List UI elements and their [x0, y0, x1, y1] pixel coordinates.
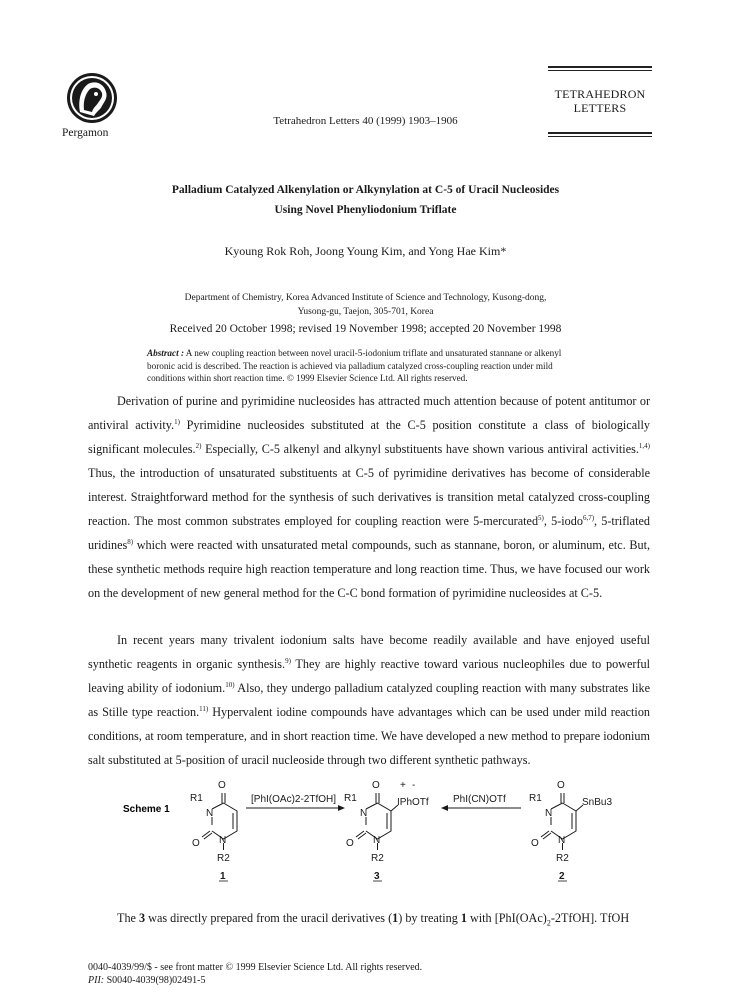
brand-rule-top — [548, 66, 652, 68]
abstract — [147, 347, 587, 385]
scheme-label: Scheme 1 — [123, 804, 170, 815]
citation-ref: 9) — [285, 657, 291, 665]
article-title — [0, 180, 731, 220]
nitrogen-label: N — [206, 808, 214, 819]
p2-text-a: In recent years many trivalent iodonium salts have become readily available and have enjoyed useful synthetic reagents in organic synthesis. — [88, 633, 650, 671]
p3-text-e: -2TfOH]. TfOH — [550, 911, 630, 925]
oxygen-label: O — [372, 780, 380, 791]
r1-label: R1 — [344, 793, 357, 804]
nitrogen-label: N — [219, 835, 227, 846]
p3-text-d: with [PhI(OAc) — [466, 911, 547, 925]
r1-label: R1 — [529, 793, 542, 804]
compound-ref: 1 — [460, 911, 467, 925]
journal-brand — [548, 66, 652, 137]
p2-text-c: Also, they undergo palladium catalyzed coupling reaction with many substrates like as Stille type reaction. — [88, 681, 650, 719]
nitrogen-label: N — [545, 808, 553, 819]
publisher-name: Pergamon — [62, 127, 109, 139]
plus-charge: + — [400, 780, 406, 791]
r2-label: R2 — [217, 853, 230, 864]
compound-2-number: 2 — [559, 871, 565, 882]
brand-line-1: TETRAHEDRON — [554, 87, 646, 102]
citation-ref: 2) — [195, 442, 202, 450]
oxygen-label: O — [557, 780, 565, 791]
nitrogen-label: N — [558, 835, 566, 846]
citation-ref: 8) — [127, 538, 134, 546]
affiliation-line-2: Yusong-gu, Taejon, 305-701, Korea — [297, 307, 434, 317]
received-dates: Received 20 October 1998; revised 19 November 1998; accepted 20 November 1998 — [169, 323, 562, 335]
citation-ref: 1,4) — [638, 442, 650, 450]
r1-label: R1 — [190, 793, 203, 804]
journal-reference: Tetrahedron Letters 40 (1999) 1903–1906 — [273, 115, 458, 127]
p1-text-c: Especially, C-5 alkenyl and alkynyl substituents have shown various antiviral activities. — [201, 442, 639, 456]
p1-text-a: Derivation of purine and pyrimidine nucleosides has attracted much attention because of potent antitumor or antiviral activity. — [88, 394, 650, 432]
r2-label: R2 — [556, 853, 569, 864]
nitrogen-label: N — [360, 808, 368, 819]
p2-text-b: They are highly reactive toward various nucleophiles due to powerful leaving ability of iodonium. — [88, 657, 650, 695]
copyright-line: 0040-4039/99/$ - see front matter © 1999 Elsevier Science Ltd. All rights reserved. — [88, 962, 423, 973]
p3-text-a: The — [117, 911, 139, 925]
p2-text-d: Hypervalent iodine compounds have advantages which can be used under mild reaction conditions, at room temperature, and in short reaction time. We have developed a new method to prepare iodonium salt substituted at 5-position of uracil nucleoside through two different synthetic pathways. — [88, 705, 651, 767]
stannane-label: SnBu3 — [582, 797, 613, 808]
oxygen-label: O — [192, 838, 200, 849]
p1-text-f: , 5-triflated uridines — [88, 514, 650, 552]
p1-text-e: , 5-iodo — [543, 514, 583, 528]
footer — [88, 961, 422, 987]
subscript: 2 — [546, 918, 551, 928]
p3-text-b: was directly prepared from the uracil derivatives ( — [145, 911, 393, 925]
compound-1-number: 1 — [220, 871, 226, 882]
p1-text-b: Pyrimidine nucleosides substituted at the C-5 position constitute a class of biologically significant molecules. — [88, 418, 650, 456]
compound-3-number: 3 — [374, 871, 380, 882]
title-line-2: Using Novel Phenyliodonium Triflate — [274, 204, 457, 216]
abstract-text: A new coupling reaction between novel uracil-5-iodonium triflate and unsaturated stannane or alkenyl boronic acid is described. The reaction is achieved via palladium catalyzed cross-coupling reaction under mild conditions within short reaction time. © 1999 Elsevier Science Ltd. All rights reserved. — [147, 348, 562, 383]
citation-ref: 11) — [199, 705, 209, 713]
oxygen-label: O — [218, 780, 226, 791]
brand-line-2: LETTERS — [573, 101, 627, 116]
brand-rule-bottom — [548, 132, 652, 134]
citation-ref: 10) — [225, 681, 235, 689]
citation-ref: 1) — [174, 418, 180, 426]
reagent-right: PhI(CN)OTf — [453, 794, 506, 805]
pii-value: S0040-4039(98)02491-5 — [104, 975, 206, 986]
r2-label: R2 — [371, 853, 384, 864]
scheme-1 — [88, 775, 688, 890]
title-line-1: Palladium Catalyzed Alkenylation or Alkynylation at C-5 of Uracil Nucleosides — [171, 184, 560, 196]
author-list: Kyoung Rok Roh, Joong Young Kim, and Yong Hae Kim* — [224, 244, 507, 258]
oxygen-label: O — [531, 838, 539, 849]
paragraph-3 — [88, 911, 650, 927]
oxygen-label: O — [346, 838, 354, 849]
p1-text-g: which were reacted with unsaturated metal compounds, such as stannane, boron, or aluminum, etc. But, these synthetic methods require high reaction temperature and long reaction time. Thus, we have focused our work on the development of new general method for the C-C bond formation of pyrimidine nucleosides at C-5. — [88, 538, 650, 600]
citation-ref: 5) — [538, 514, 544, 522]
affiliation — [0, 291, 731, 319]
paragraph-2 — [88, 628, 650, 772]
reagent-left: [PhI(OAc)2-2TfOH] — [251, 794, 337, 805]
compound-ref: 1 — [392, 911, 399, 925]
compound-ref: 3 — [139, 911, 146, 925]
nitrogen-label: N — [373, 835, 381, 846]
paragraph-1 — [88, 389, 650, 605]
p3-text-c: ) by treating — [398, 911, 461, 925]
citation-ref: 6,7) — [582, 514, 595, 522]
affiliation-line-1: Department of Chemistry, Korea Advanced Institute of Science and Technology, Kusong-dong, — [184, 293, 547, 303]
iodonium-label: IPhOTf — [397, 797, 429, 808]
p1-text-d: Thus, the introduction of unsaturated substituents at C-5 of pyrimidine derivatives has become of considerable interest. Straightforward method for the synthesis of such derivatives is transition metal catalyzed cross-coupling reaction. The most common substrates employed for coupling reaction were 5-mercurated — [88, 466, 650, 528]
abstract-label: Abstract : — [147, 348, 185, 358]
pii-line — [88, 974, 422, 987]
brand-rule-bottom-2 — [548, 136, 652, 138]
pii-label: PII: — [88, 975, 105, 986]
minus-charge: - — [412, 780, 416, 791]
